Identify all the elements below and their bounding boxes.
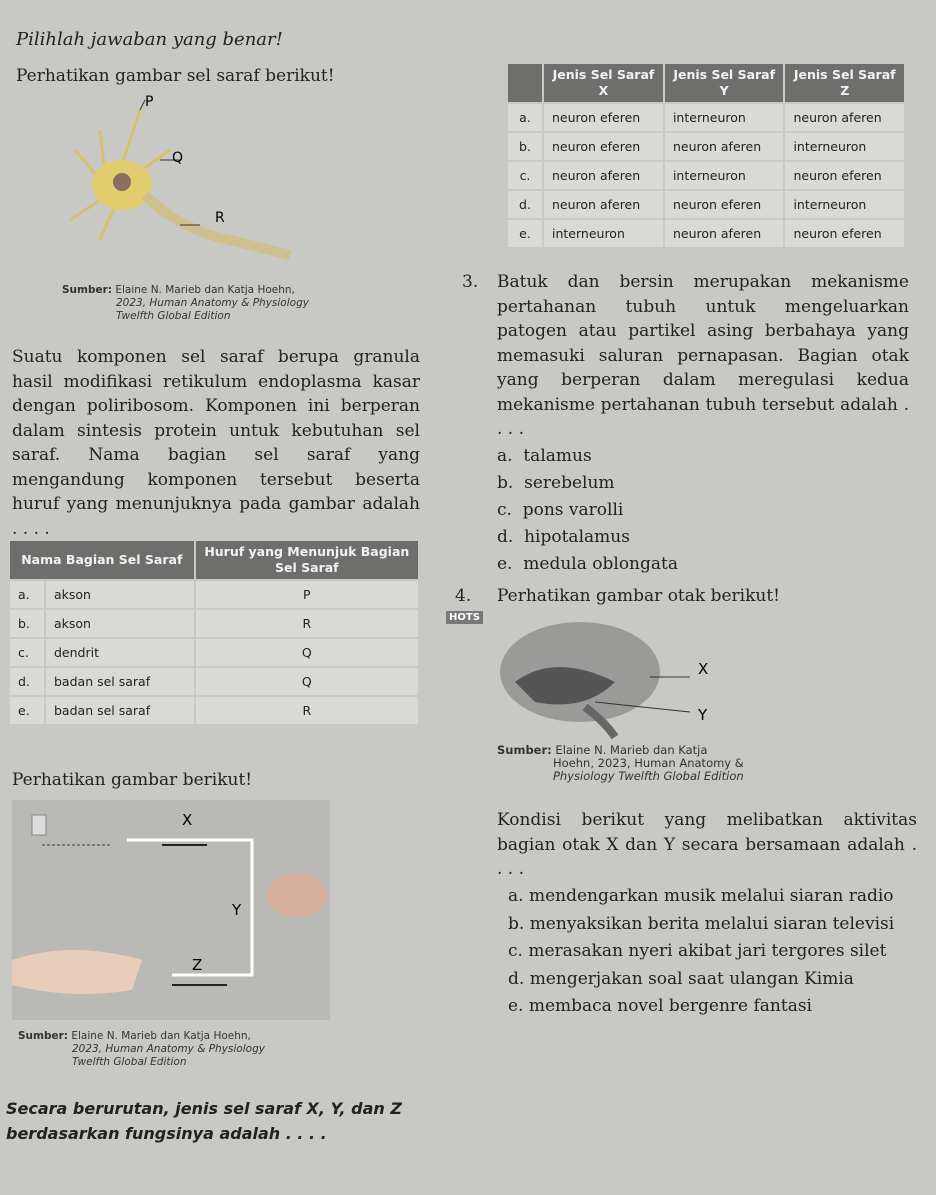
table-cell: akson xyxy=(46,581,194,608)
table-cell: interneuron xyxy=(785,191,904,218)
table-row xyxy=(10,639,418,666)
table-cell: d. xyxy=(508,191,542,218)
label-x: X xyxy=(182,811,193,829)
table-row xyxy=(10,697,418,724)
answer-option[interactable]: d. mengerjakan soal saat ulangan Kimia xyxy=(508,968,854,989)
label-z: Z xyxy=(192,956,203,974)
header: Huruf yang Menunjuk Bagian Sel Saraf xyxy=(196,541,418,579)
table-cell: badan sel saraf xyxy=(46,668,194,695)
q4-source: Sumber: Elaine N. Marieb dan Katja Hoehn, 2023, Human Anatomy & Physiology Twelfth Global Edition xyxy=(497,743,744,783)
table-cell: b. xyxy=(10,610,44,637)
header: Jenis Sel Saraf X xyxy=(544,64,663,102)
table-cell: c. xyxy=(508,162,542,189)
q3-text: Batuk dan bersin merupakan mekanisme pertahanan tubuh untuk mengeluarkan patogen atau partikel asing berbahaya yang memasuki saluran pernapasan. Bagian otak yang berperan dalam meregulasi kedua mekanisme pertahanan tubuh tersebut adalah . . . . xyxy=(497,272,909,439)
table-cell: a. xyxy=(10,581,44,608)
table-cell: e. xyxy=(508,220,542,247)
label-p: P xyxy=(145,94,154,110)
q1-question: Secara berurutan, jenis sel saraf X, Y, dan Z berdasarkan fungsinya adalah . . . . xyxy=(6,1099,402,1143)
table-row xyxy=(10,668,418,695)
answer-option[interactable]: b. serebelum xyxy=(497,473,615,493)
brain-figure xyxy=(495,612,735,742)
table-cell: a. xyxy=(508,104,542,131)
q4-number: 4. xyxy=(455,586,472,606)
table-row xyxy=(508,104,904,131)
reflex-arc-figure xyxy=(12,800,330,1020)
table-cell: neuron aferen xyxy=(544,162,663,189)
table-cell: dendrit xyxy=(46,639,194,666)
header: Nama Bagian Sel Saraf xyxy=(10,541,194,579)
table-cell: neuron eferen xyxy=(785,162,904,189)
table-cell: Q xyxy=(196,639,418,666)
table-row xyxy=(508,191,904,218)
q2-answer-table xyxy=(8,539,420,726)
q1-source: Sumber: Elaine N. Marieb dan Katja Hoehn, 2023, Human Anatomy & Physiology Twelfth Global Edition xyxy=(18,1030,265,1068)
q3-number: 3. xyxy=(462,272,479,292)
q2-source: Sumber: Elaine N. Marieb dan Katja Hoehn, 2023, Human Anatomy & Physiology Twelfth Global Edition xyxy=(62,284,309,322)
answer-option[interactable]: e. medula oblongata xyxy=(497,554,678,574)
neuron-figure xyxy=(60,90,310,275)
table-cell: neuron eferen xyxy=(544,104,663,131)
q1-intro: Perhatikan gambar berikut! xyxy=(12,770,253,790)
table-cell: c. xyxy=(10,639,44,666)
table-cell: P xyxy=(196,581,418,608)
q3-options xyxy=(497,443,678,578)
q4-intro: Perhatikan gambar otak berikut! xyxy=(497,586,781,606)
table-row xyxy=(508,133,904,160)
label-y: Y xyxy=(232,901,242,919)
table-row xyxy=(508,220,904,247)
q2-text: Suatu komponen sel saraf berupa granula hasil modifikasi retikulum endoplasma kasar dengan poliribosom. Komponen ini berperan dalam sintesis protein untuk kebutuhan sel saraf. Nama bagian sel saraf yang mengandung komponen tersebut beserta huruf yang menunjuknya pada gambar adalah . . . . xyxy=(12,347,420,539)
table-cell: neuron aferen xyxy=(785,104,904,131)
label-x: X xyxy=(698,660,709,678)
answer-option[interactable]: d. hipotalamus xyxy=(497,527,630,547)
table-cell: badan sel saraf xyxy=(46,697,194,724)
q4-text: Kondisi berikut yang melibatkan aktivitas bagian otak X dan Y secara bersamaan adalah . . . . xyxy=(497,810,917,879)
table-cell: interneuron xyxy=(665,162,784,189)
q2-intro: Perhatikan gambar sel saraf berikut! xyxy=(16,66,335,86)
label-q: Q xyxy=(172,150,184,166)
hots-badge: HOTS xyxy=(446,611,483,624)
table-cell: neuron aferen xyxy=(544,191,663,218)
table-cell: d. xyxy=(10,668,44,695)
label-r: R xyxy=(215,210,225,226)
answer-option[interactable]: c. merasakan nyeri akibat jari tergores silet xyxy=(508,941,887,961)
table-cell: R xyxy=(196,610,418,637)
label-y: Y xyxy=(698,706,708,724)
table-cell: akson xyxy=(46,610,194,637)
table-cell: e. xyxy=(10,697,44,724)
instruction: Pilihlah jawaban yang benar! xyxy=(16,29,283,50)
header: Jenis Sel Saraf Z xyxy=(785,64,904,102)
header: Jenis Sel Saraf Y xyxy=(665,64,784,102)
table-cell: interneuron xyxy=(785,133,904,160)
table-cell: R xyxy=(196,697,418,724)
table-row xyxy=(10,610,418,637)
table-cell: b. xyxy=(508,133,542,160)
q4-options xyxy=(508,884,920,1022)
q1-answer-table xyxy=(506,62,906,249)
table-cell: neuron aferen xyxy=(665,220,784,247)
table-cell: neuron aferen xyxy=(665,133,784,160)
answer-option[interactable]: e. membaca novel bergenre fantasi xyxy=(508,996,812,1016)
table-cell: neuron eferen xyxy=(785,220,904,247)
table-cell: interneuron xyxy=(665,104,784,131)
table-row xyxy=(508,162,904,189)
table-row xyxy=(10,581,418,608)
table-cell: Q xyxy=(196,668,418,695)
answer-option[interactable]: a. talamus xyxy=(497,446,592,466)
table-cell: neuron eferen xyxy=(544,133,663,160)
answer-option[interactable]: a. mendengarkan musik melalui siaran radio xyxy=(508,886,894,906)
answer-option[interactable]: c. pons varolli xyxy=(497,500,624,520)
table-cell: neuron eferen xyxy=(665,191,784,218)
table-cell: interneuron xyxy=(544,220,663,247)
answer-option[interactable]: b. menyaksikan berita melalui siaran televisi xyxy=(508,913,895,934)
